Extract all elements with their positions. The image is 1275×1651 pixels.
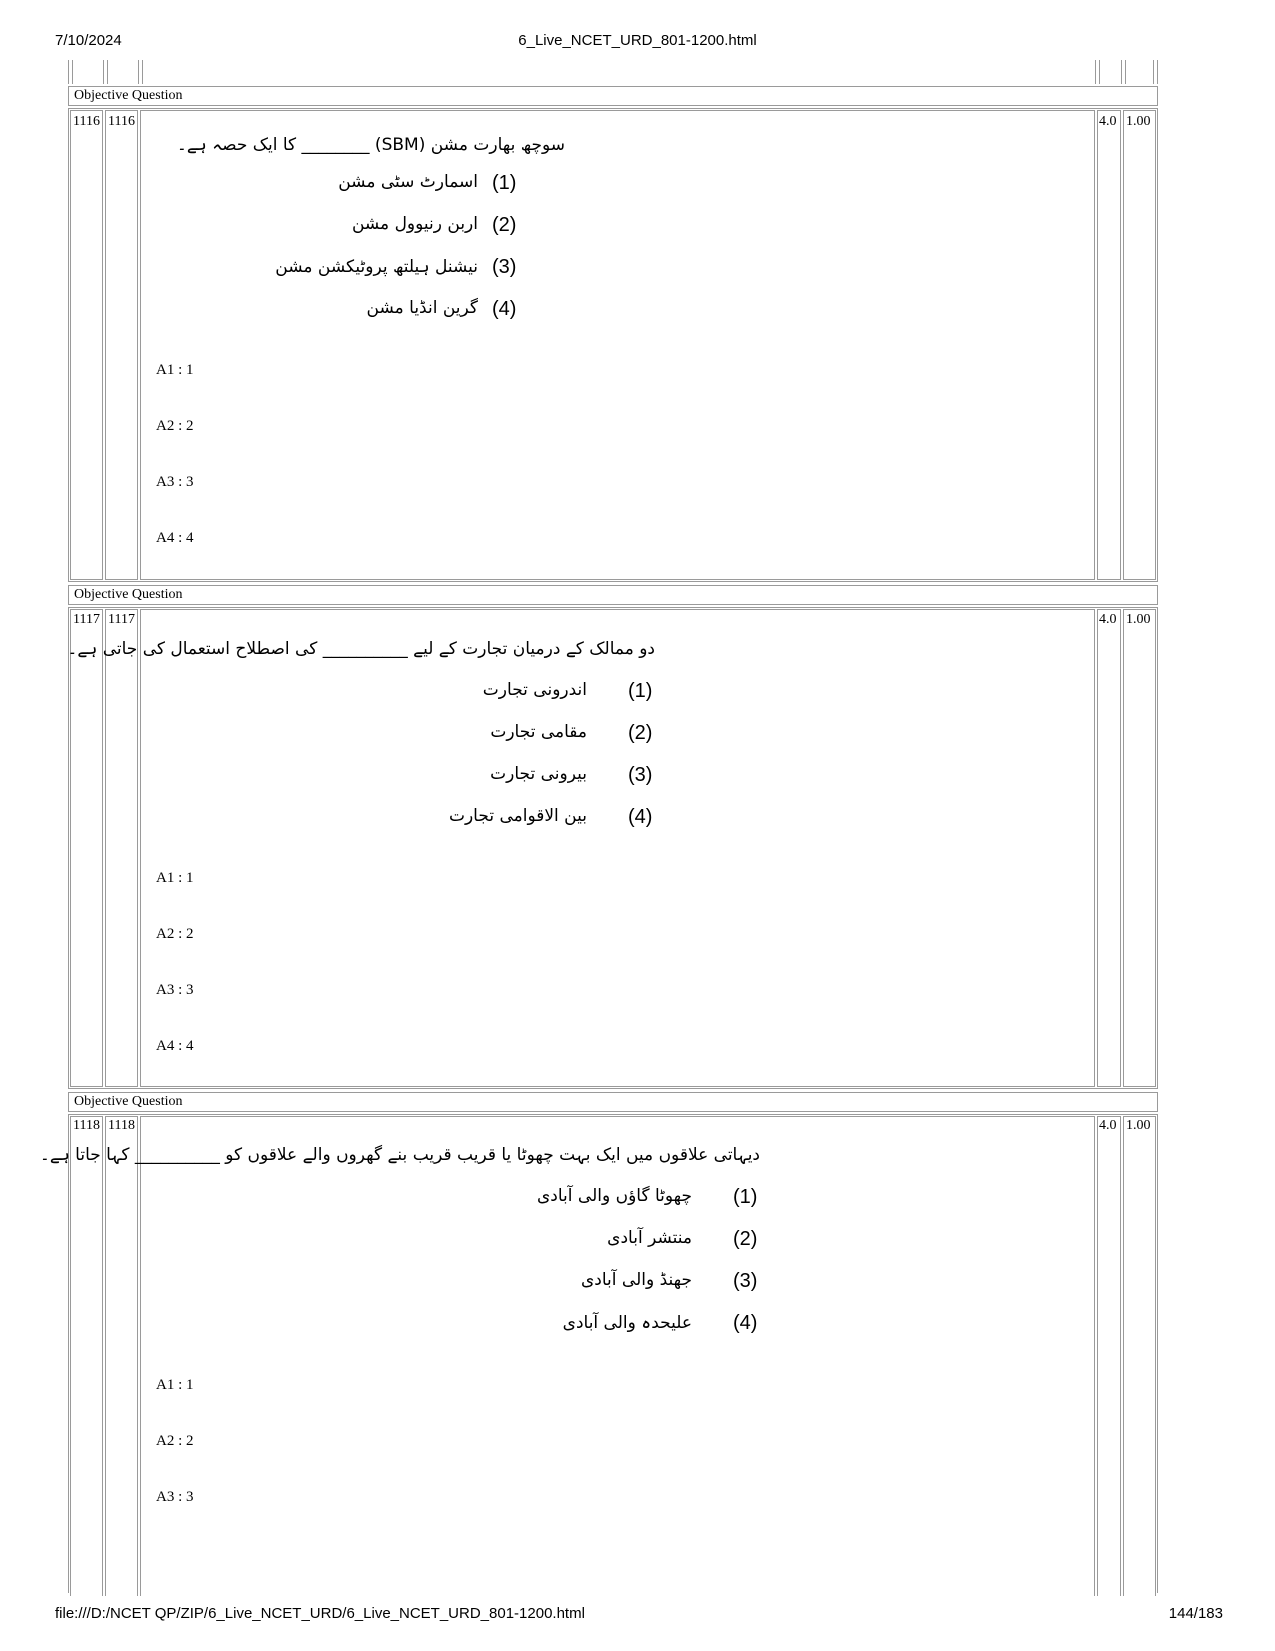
answer-option: A1 : 1 xyxy=(156,1377,194,1393)
answer-option: A2 : 2 xyxy=(156,1433,194,1449)
mark-cell xyxy=(1097,609,1121,1087)
marks: 4.0 xyxy=(1099,612,1117,627)
option-text: بین الاقوامی تجارت xyxy=(448,806,587,826)
negative-mark-cell xyxy=(1123,609,1156,1087)
qid-cell xyxy=(105,1116,138,1596)
option-number: (1) xyxy=(492,172,517,194)
mark-cell xyxy=(1097,110,1121,580)
option-text: علیحدہ والی آبادی xyxy=(562,1313,692,1333)
option-text: جھنڈ والی آبادی xyxy=(581,1270,692,1290)
serial-number: 1117 xyxy=(73,612,100,627)
question-text: دیہاتی علاقوں میں ایک بہت چھوٹا یا قریب قریب بنے گھروں والے علاقوں کو __________ کہا جاتا ہے۔ xyxy=(39,1145,760,1165)
content-cell xyxy=(140,110,1095,580)
option-text: گرین انڈیا مشن xyxy=(366,298,478,318)
option-number: (1) xyxy=(733,1186,758,1208)
serial-cell xyxy=(70,609,103,1087)
negative-mark-cell xyxy=(1123,1116,1156,1596)
option-number: (3) xyxy=(628,764,653,786)
answer-option: A2 : 2 xyxy=(156,418,194,434)
print-date: 7/10/2024 xyxy=(55,32,122,49)
document-title: 6_Live_NCET_URD_801-1200.html xyxy=(518,32,757,49)
option-text: منتشر آبادی xyxy=(607,1228,692,1248)
option-number: (4) xyxy=(733,1312,758,1334)
option-text: چھوٹا گاؤں والی آبادی xyxy=(536,1186,692,1206)
option-number: (3) xyxy=(492,256,517,278)
negative-marks: 1.00 xyxy=(1126,114,1151,129)
negative-marks: 1.00 xyxy=(1126,612,1151,627)
answer-option: A2 : 2 xyxy=(156,926,194,942)
mark-cell xyxy=(1097,1116,1121,1596)
question-id: 1117 xyxy=(108,612,135,627)
question-text: دو ممالک کے درمیان تجارت کے لیے __________ کی اصطلاح استعمال کی جاتی ہے۔ xyxy=(67,639,655,659)
serial-cell xyxy=(70,1116,103,1596)
question-type-label: Objective Question xyxy=(74,1094,183,1109)
content-cell xyxy=(140,609,1095,1087)
file-path: file:///D:/NCET QP/ZIP/6_Live_NCET_URD/6_Live_NCET_URD_801-1200.html xyxy=(55,1605,585,1622)
option-number: (1) xyxy=(628,680,653,702)
page-number: 144/183 xyxy=(1168,1605,1223,1622)
serial-cell xyxy=(70,110,103,580)
answer-option: A4 : 4 xyxy=(156,1038,194,1054)
answer-option: A4 : 4 xyxy=(156,530,194,546)
question-type-label: Objective Question xyxy=(74,587,183,602)
option-text: اربن رنیوول مشن xyxy=(351,214,478,234)
question-type-row xyxy=(68,585,1158,605)
marks: 4.0 xyxy=(1099,1118,1117,1133)
negative-marks: 1.00 xyxy=(1126,1118,1151,1133)
option-number: (4) xyxy=(628,806,653,828)
option-number: (2) xyxy=(492,214,517,236)
option-number: (4) xyxy=(492,298,517,320)
question-text: سوچھ بھارت مشن (SBM) ________ کا ایک حصہ ہے۔ xyxy=(176,135,565,155)
answer-option: A3 : 3 xyxy=(156,1489,194,1505)
serial-number: 1118 xyxy=(73,1118,100,1133)
answer-option: A1 : 1 xyxy=(156,362,194,378)
option-text: نیشنل ہیلتھ پروٹیکشن مشن xyxy=(275,257,478,277)
option-text: اندرونی تجارت xyxy=(482,680,587,700)
option-number: (3) xyxy=(733,1270,758,1292)
option-text: بیرونی تجارت xyxy=(490,764,587,784)
question-id: 1118 xyxy=(108,1118,135,1133)
option-text: اسمارٹ سٹی مشن xyxy=(338,172,478,192)
question-type-label: Objective Question xyxy=(74,88,183,103)
question-type-row xyxy=(68,86,1158,106)
qid-cell xyxy=(105,110,138,580)
option-text: مقامی تجارت xyxy=(490,722,587,742)
negative-mark-cell xyxy=(1123,110,1156,580)
marks: 4.0 xyxy=(1099,114,1117,129)
question-type-row xyxy=(68,1092,1158,1112)
answer-option: A3 : 3 xyxy=(156,982,194,998)
option-number: (2) xyxy=(628,722,653,744)
question-id: 1116 xyxy=(108,114,135,129)
option-number: (2) xyxy=(733,1228,758,1250)
serial-number: 1116 xyxy=(73,114,100,129)
answer-option: A1 : 1 xyxy=(156,870,194,886)
answer-option: A3 : 3 xyxy=(156,474,194,490)
qid-cell xyxy=(105,609,138,1087)
